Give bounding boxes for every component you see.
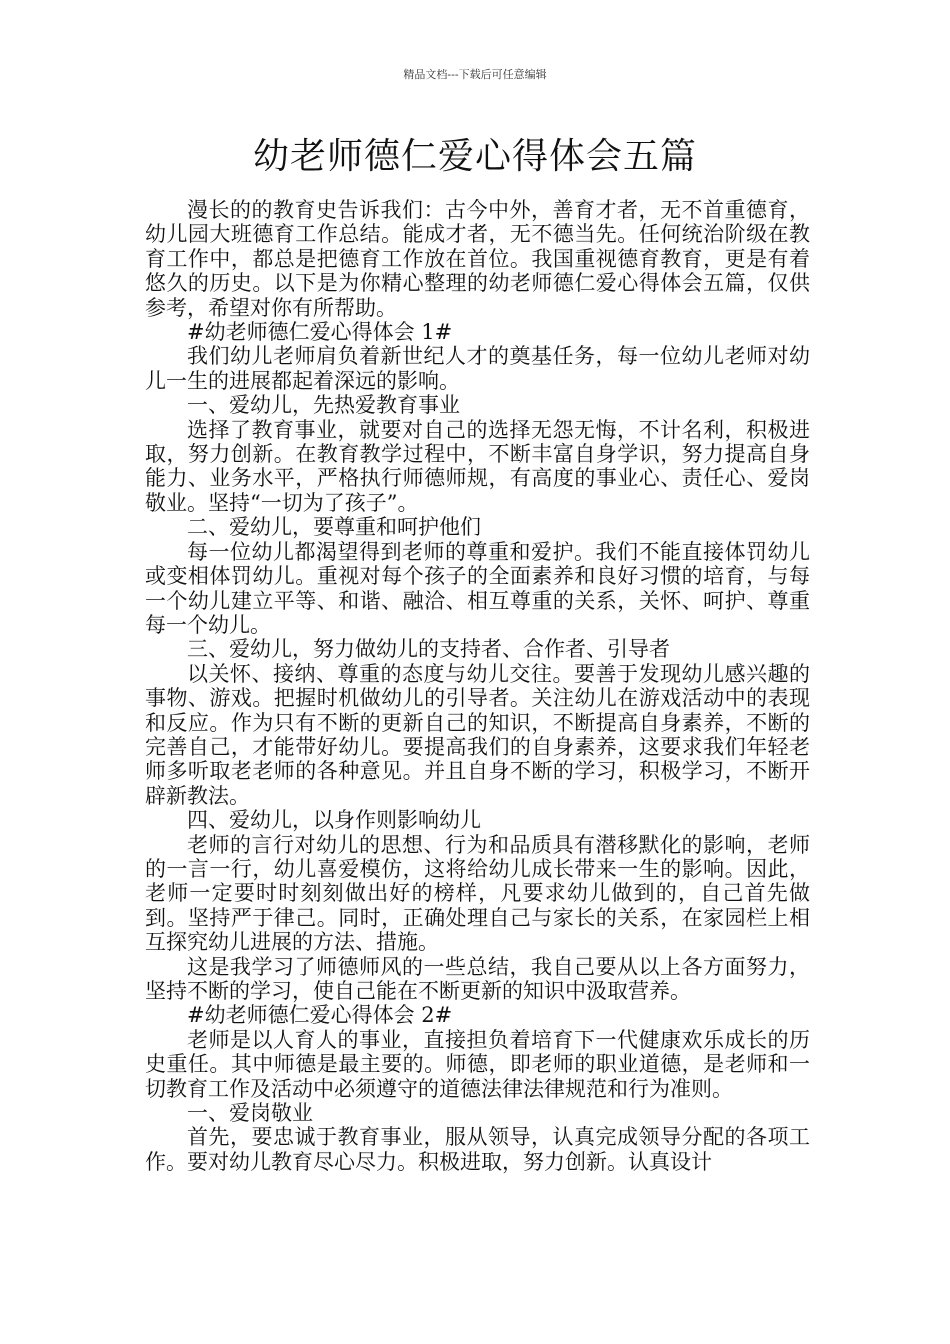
paragraph: 我们幼儿老师肩负着新世纪人才的奠基任务，每一位幼儿老师对幼儿一生的进展都起着深远的影响。 xyxy=(145,344,810,393)
paragraph: 这是我学习了师德师风的一些总结，我自己要从以上各方面努力，坚持不断的学习，使自己能在不断更新的知识中汲取营养。 xyxy=(145,954,810,1003)
header-note: 精品文档---下载后可任意编辑 xyxy=(403,68,547,81)
paragraph: 选择了教育事业，就要对自己的选择无怨无悔，不计名利，积极进取，努力创新。在教育教学过程中，不断丰富自身学识，努力提高自身能力、业务水平，严格执行师德师规，有高度的事业心、责任心、爱岗敬业。坚持“一切为了孩子”。 xyxy=(145,417,810,515)
subsection-heading: 四、爱幼儿，以身作则影响幼儿 xyxy=(187,808,481,833)
document-title: 幼老师德仁爱心得体会五篇 xyxy=(252,136,697,177)
paragraph: 老师的言行对幼儿的思想、行为和品质具有潜移默化的影响，老师的一言一行，幼儿喜爱模仿，这将给幼儿成长带来一生的影响。因此，老师一定要时时刻刻做出好的榜样，凡要求幼儿做到的，自己首先做到。坚持严于律己。同时，正确处理自己与家长的关系，在家园栏上相互探究幼儿进展的方法、措施。 xyxy=(145,832,810,955)
section-heading: #幼老师德仁爱心得体会 2# xyxy=(187,1003,453,1028)
paragraph: 以关怀、接纳、尊重的态度与幼儿交往。要善于发现幼儿感兴趣的事物、游戏。把握时机做幼儿的引导者。关注幼儿在游戏活动中的表现和反应。作为只有不断的更新自己的知识，不断提高自身素养，不断的完善自己，才能带好幼儿。要提高我们的自身素养，这要求我们年轻老师多听取老老师的各种意见。并且自身不断的学习，积极学习，不断开辟新教法。 xyxy=(145,661,810,808)
paragraph: 首先，要忠诚于教育事业，服从领导，认真完成领导分配的各项工作。要对幼儿教育尽心尽力。积极进取，努力创新。认真设计 xyxy=(145,1125,810,1174)
subsection-heading: 一、爱岗敬业 xyxy=(187,1101,313,1126)
subsection-heading: 三、爱幼儿，努力做幼儿的支持者、合作者、引导者 xyxy=(187,637,670,662)
subsection-heading: 二、爱幼儿，要尊重和呵护他们 xyxy=(187,515,481,540)
paragraph: 每一位幼儿都渴望得到老师的尊重和爱护。我们不能直接体罚幼儿或变相体罚幼儿。重视对每个孩子的全面素养和良好习惯的培育，与每一个幼儿建立平等、和谐、融洽、相互尊重的关系，关怀、呵护、尊重每一个幼儿。 xyxy=(145,539,810,637)
paragraph: 老师是以人育人的事业，直接担负着培育下一代健康欢乐成长的历史重任。其中师德是最主要的。师德，即老师的职业道德，是老师和一切教育工作及活动中必须遵守的道德法律法律规范和行为准则。 xyxy=(145,1027,810,1101)
document-body xyxy=(145,198,810,1174)
subsection-heading: 一、爱幼儿，先热爱教育事业 xyxy=(187,393,460,418)
paragraph: 漫长的的教育史告诉我们：古今中外，善育才者，无不首重德育，幼儿园大班德育工作总结。能成才者，无不德当先。任何统治阶级在教育工作中，都总是把德育工作放在首位。我国重视德育教育，更是有着悠久的历史。以下是为你精心整理的幼老师德仁爱心得体会五篇，仅供参考，希望对你有所帮助。 xyxy=(145,198,810,320)
section-heading: #幼老师德仁爱心得体会 1# xyxy=(187,320,453,345)
